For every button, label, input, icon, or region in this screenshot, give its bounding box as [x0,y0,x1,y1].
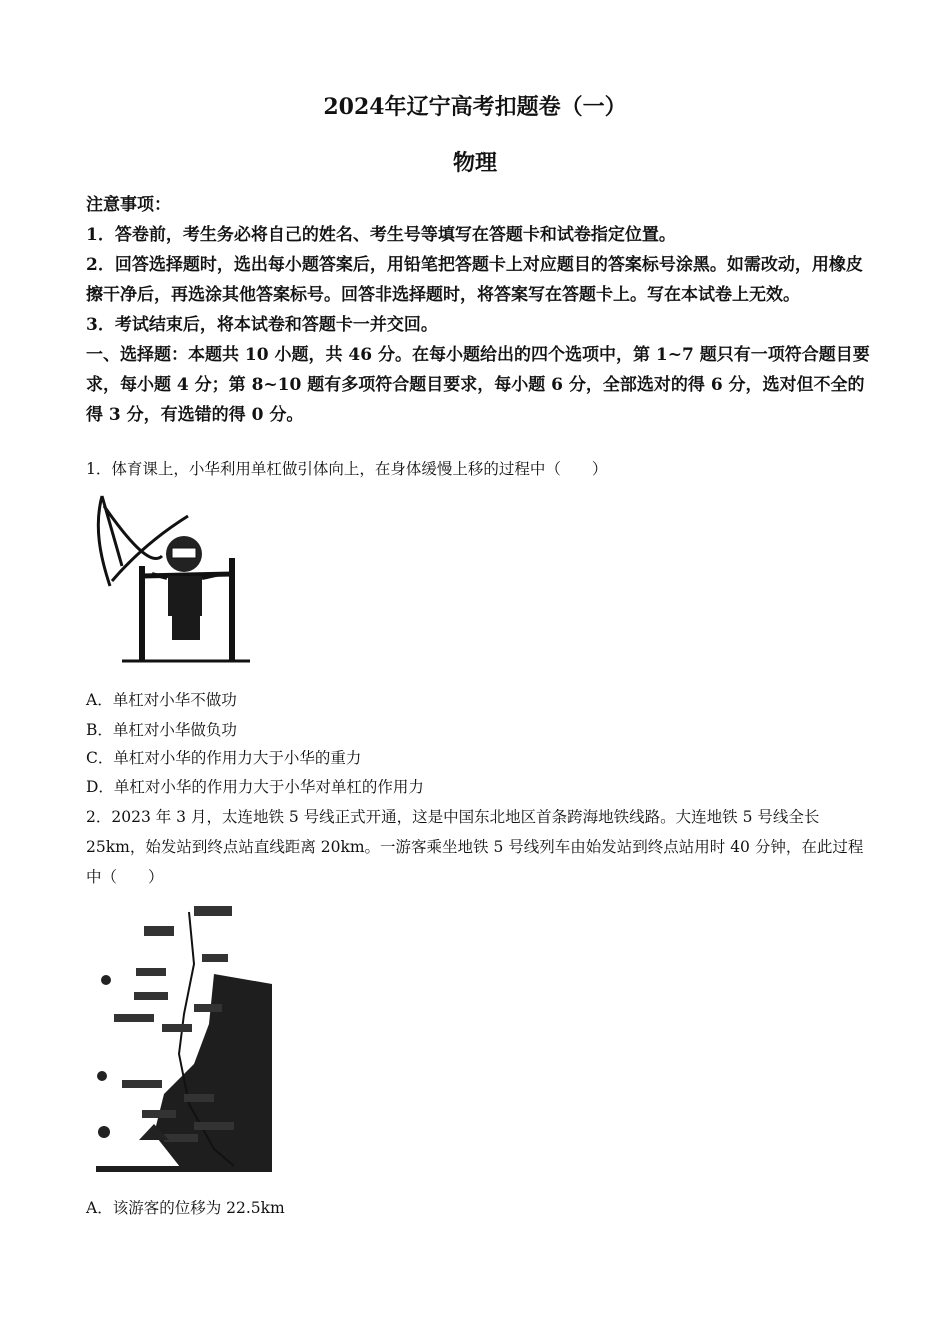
q2-option-a: A．该游客的位移为 22.5km [86,1199,285,1217]
section-instructions: 一、选择题：本题共 10 小题，共 46 分。在每小题给出的四个选项中，第 1~7 题只有一项符合题目要求，每小题 4 分；第 8~10 题有多项符合题目要求，每小题 6 分，全部选对的得 6 分，选对但不全的得 3 分，有选错的得 0 分。 [86,345,870,425]
pullup-figure [92,486,252,666]
q1-option-b: B．单杠对小华做负功 [86,721,237,739]
q1-option-d: D．单杠对小华的作用力大于小华对单杠的作用力 [86,778,424,796]
note-item: 1．答卷前，考生务必将自己的姓名、考生号等填写在答题卡和试卷指定位置。 [86,225,676,245]
notes-block [86,190,876,430]
metro-map-figure [94,904,274,1174]
note-item: 3．考试结束后，将本试卷和答题卡一并交回。 [86,315,438,335]
q1-option-c: C．单杠对小华的作用力大于小华的重力 [86,749,362,767]
subject-title: 物理 [452,150,497,176]
question-2-stem: 2．2023 年 3 月，太连地铁 5 号线正式开通，这是中国东北地区首条跨海地铁线路。大连地铁 5 号线全长 25km，始发站到终点站直线距离 20km。一游客乘坐地铁 5 号线列车由始发站到终点站用时 40 分钟，在此过程中（ ） [86,808,864,886]
exam-title: 2024年辽宁高考扣题卷（一） [323,94,627,120]
q1-option-a: A．单杠对小华不做功 [86,691,237,709]
question-1-stem: 1．体育课上，小华利用单杠做引体向上，在身体缓慢上移的过程中（ ） [86,460,608,478]
note-item: 2．回答选择题时，选出每小题答案后，用铅笔把答题卡上对应题目的答案标号涂黑。如需改动，用橡皮擦干净后，再选涂其他答案标号。回答非选择题时，将答案写在答题卡上。写在本试卷上无效。 [86,255,863,305]
notes-heading: 注意事项： [86,195,171,215]
